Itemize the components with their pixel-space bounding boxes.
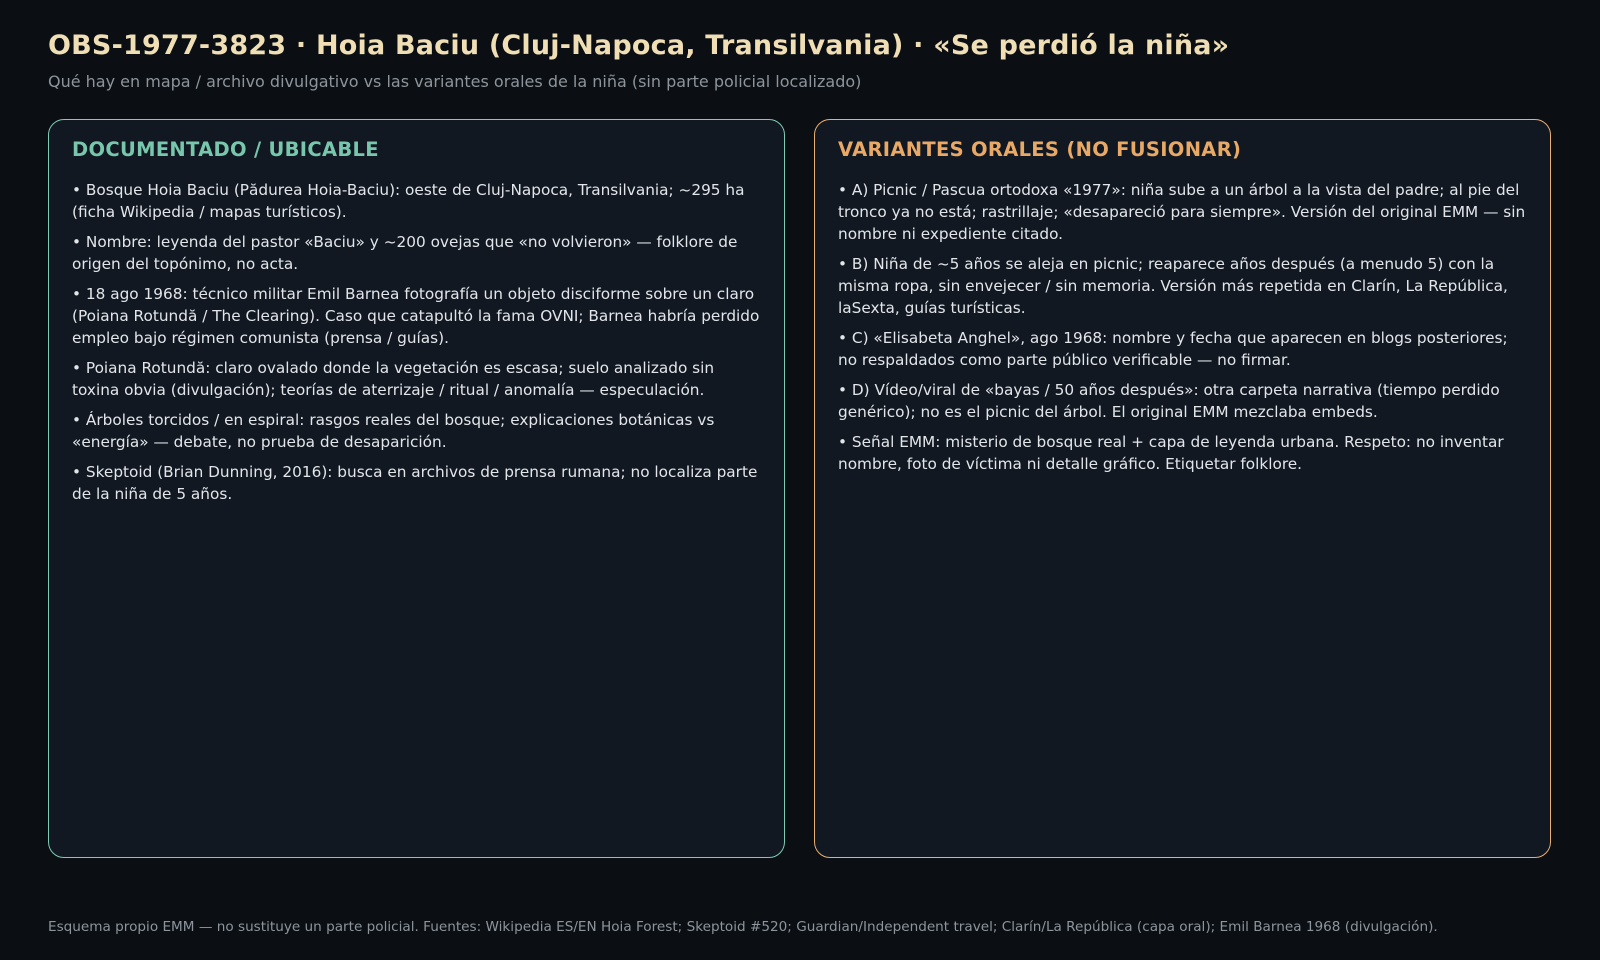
page-subtitle: Qué hay en mapa / archivo divulgativo vs las variantes orales de la niña (sin parte policial localizado) [48,72,862,91]
list-item: • Bosque Hoia Baciu (Pădurea Hoia-Baciu): oeste de Cluj-Napoca, Transilvania; ~295 ha (ficha Wikipedia / mapas turísticos). [72,181,745,221]
list-item: • Poiana Rotundă: claro ovalado donde la vegetación es escasa; suelo analizado sin toxina obvia (divulgación); teorías de aterrizaje / ritual / anomalía — especulación. [72,359,715,399]
footer-note: Esquema propio EMM — no sustituye un parte policial. Fuentes: Wikipedia ES/EN Hoia Forest; Skeptoid #520; Guardian/Independent travel; Clarín/La República (capa oral); Emil Barnea 1968 (divulgación). [48,919,1438,935]
list-item: • C) «Elisabeta Anghel», ago 1968: nombre y fecha que aparecen en blogs posteriores; no respaldados como parte público verificable — no firmar. [838,329,1508,369]
list-item: • Skeptoid (Brian Dunning, 2016): busca en archivos de prensa rumana; no localiza parte de la niña de 5 años. [72,463,758,503]
list-item: • A) Picnic / Pascua ortodoxa «1977»: niña sube a un árbol a la vista del padre; al pie del tronco ya no está; rastrillaje; «desapareció para siempre». Versión del original EMM — sin nombre ni expediente citado. [838,181,1526,243]
list-item: • B) Niña de ~5 años se aleja en picnic; reaparece años después (a menudo 5) con la misma ropa, sin envejecer / sin memoria. Versión más repetida en Clarín, La República, laSexta, guías turísticas. [838,255,1508,317]
documented-panel-heading: DOCUMENTADO / UBICABLE [72,138,379,161]
list-item: • Árboles torcidos / en espiral: rasgos reales del bosque; explicaciones botánicas vs «energía» — debate, no prueba de desaparición. [72,411,715,451]
oral-variants-panel [814,119,1551,858]
oral-variants-panel-heading: VARIANTES ORALES (NO FUSIONAR) [838,138,1242,161]
oral-variants-list [838,179,1528,475]
page-title: OBS-1977-3823 · Hoia Baciu (Cluj-Napoca, Transilvania) · «Se perdió la niña» [48,30,1230,61]
list-item: • Nombre: leyenda del pastor «Baciu» y ~200 ovejas que «no volvieron» — folklore de origen del topónimo, no acta. [72,233,738,273]
documented-panel [48,119,785,858]
list-item: • 18 ago 1968: técnico militar Emil Barnea fotografía un objeto disciforme sobre un claro (Poiana Rotundă / The Clearing). Caso que catapultó la fama OVNI; Barnea habría perdido empleo bajo régimen comunista (prensa / guías). [72,285,760,347]
list-item: • Señal EMM: misterio de bosque real + capa de leyenda urbana. Respeto: no inventar nombre, foto de víctima ni detalle gráfico. Etiquetar folklore. [838,433,1504,473]
documented-list [72,179,762,505]
list-item: • D) Vídeo/viral de «bayas / 50 años después»: otra carpeta narrativa (tiempo perdido genérico); no es el picnic del árbol. El original EMM mezclaba embeds. [838,381,1500,421]
